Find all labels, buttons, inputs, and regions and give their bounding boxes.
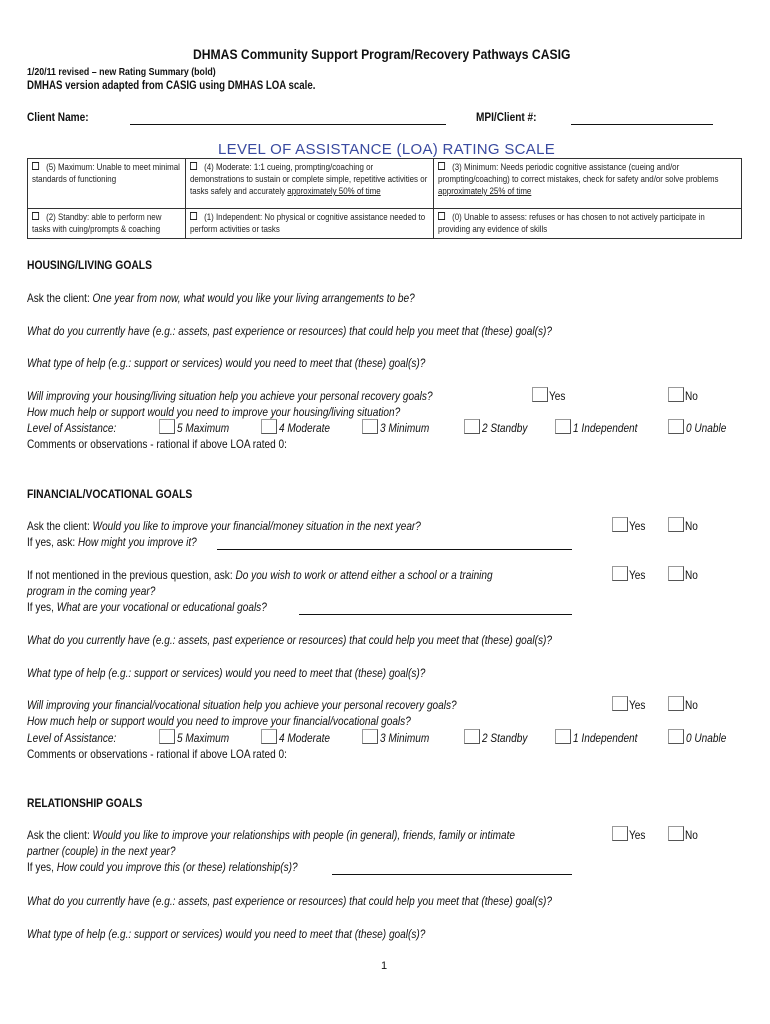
checkbox-icon (190, 212, 197, 220)
housing-have-q: What do you currently have (e.g.: assets, past experience or resources) that could help you meet that (these) goal(s)? (27, 324, 552, 338)
opt1-label: 1 Independent (573, 421, 638, 435)
opt0-label: 0 Unable (686, 731, 727, 745)
loa-cell-maximum: (5) Maximum: Unable to meet minimal standards of functioning (28, 159, 186, 209)
loa-cell-minimum: (3) Minimum: Needs periodic cognitive assistance (cueing and/or prompting/coaching) to correct mistakes, check for safety and/or solve problems approximately 25% of time (434, 159, 742, 209)
opt5-label: 5 Maximum (177, 731, 230, 745)
version-note: DMHAS version adapted from CASIG using DMHAS LOA scale. (27, 80, 316, 92)
client-name-field[interactable] (130, 112, 446, 125)
relationship-yes-checkbox[interactable] (612, 826, 628, 841)
financial-q2-no-checkbox[interactable] (668, 566, 684, 581)
relationship-heading: RELATIONSHIP GOALS (27, 796, 143, 810)
loa-label: Level of Assistance: (27, 731, 117, 745)
relationship-q1c: If yes, How could you improve this (or these) relationship(s)? (27, 860, 298, 874)
financial-much-q: How much help or support would you need to improve your financial/vocational goals? (27, 714, 411, 728)
financial-improve-field[interactable] (217, 537, 572, 550)
housing-help-q: What type of help (e.g.: support or services) would you need to meet that (these) goal(s)? (27, 356, 426, 370)
loa-title: LEVEL OF ASSISTANCE (LOA) RATING SCALE (218, 141, 556, 158)
loa-cell-unable: (0) Unable to assess: refuses or has chosen to not actively participate in providing any evidence of skills (434, 209, 742, 239)
financial-q2: If not mentioned in the previous question, ask: Do you wish to work or attend either a school or a training (27, 568, 493, 582)
financial-help-q: What type of help (e.g.: support or services) would you need to meet that (these) goal(s)? (27, 666, 426, 680)
financial-q1-no-checkbox[interactable] (668, 517, 684, 532)
relationship-q1b: partner (couple) in the next year? (27, 844, 176, 858)
loa-cell-moderate: (4) Moderate: 1:1 cueing, prompting/coaching or demonstrations to sustain or complete simple, repetitive activities or tasks safely and accurately approximately 50% of time (186, 159, 434, 209)
financial-comments: Comments or observations - rational if above LOA rated 0: (27, 747, 287, 761)
opt4-label: 4 Moderate (279, 731, 330, 745)
opt4-label: 4 Moderate (279, 421, 330, 435)
housing-loa-0-checkbox[interactable] (668, 419, 684, 434)
opt3-label: 3 Minimum (380, 731, 430, 745)
relationship-q1: Ask the client: Would you like to improve your relationships with people (in general), friends, family or intimate (27, 828, 516, 842)
housing-loa-2-checkbox[interactable] (464, 419, 480, 434)
financial-loa-4-checkbox[interactable] (261, 729, 277, 744)
yes-label: Yes (629, 568, 646, 582)
yes-label: Yes (629, 828, 646, 842)
opt2-label: 2 Standby (482, 421, 528, 435)
financial-no-checkbox[interactable] (668, 696, 684, 711)
financial-yes-checkbox[interactable] (612, 696, 628, 711)
opt2-label: 2 Standby (482, 731, 528, 745)
housing-loa-5-checkbox[interactable] (159, 419, 175, 434)
opt1-label: 1 Independent (573, 731, 638, 745)
mpi-label: MPI/Client #: (476, 110, 537, 124)
financial-loa-1-checkbox[interactable] (555, 729, 571, 744)
loa-cell-standby: (2) Standby: able to perform new tasks with cuing/prompts & coaching (28, 209, 186, 239)
no-label: No (685, 828, 698, 842)
housing-improve-q: Will improving your housing/living situation help you achieve your personal recovery goals? (27, 389, 433, 403)
housing-comments: Comments or observations - rational if above LOA rated 0: (27, 437, 287, 451)
no-label: No (685, 389, 698, 403)
relationship-have-q: What do you currently have (e.g.: assets, past experience or resources) that could help you meet that (these) goal(s)? (27, 894, 552, 908)
financial-loa-3-checkbox[interactable] (362, 729, 378, 744)
financial-loa-2-checkbox[interactable] (464, 729, 480, 744)
relationship-no-checkbox[interactable] (668, 826, 684, 841)
housing-yes-checkbox[interactable] (532, 387, 548, 402)
financial-loa-0-checkbox[interactable] (668, 729, 684, 744)
housing-loa-3-checkbox[interactable] (362, 419, 378, 434)
financial-heading: FINANCIAL/VOCATIONAL GOALS (27, 487, 193, 501)
opt5-label: 5 Maximum (177, 421, 230, 435)
opt3-label: 3 Minimum (380, 421, 430, 435)
financial-q2b: program in the coming year? (27, 584, 156, 598)
housing-loa-1-checkbox[interactable] (555, 419, 571, 434)
financial-have-q: What do you currently have (e.g.: assets, past experience or resources) that could help you meet that (these) goal(s)? (27, 633, 552, 647)
yes-label: Yes (629, 519, 646, 533)
loa-scale-table (27, 158, 742, 239)
housing-heading: HOUSING/LIVING GOALS (27, 258, 152, 272)
client-name-label: Client Name: (27, 110, 89, 124)
financial-q2-yes-checkbox[interactable] (612, 566, 628, 581)
housing-no-checkbox[interactable] (668, 387, 684, 402)
housing-much-q: How much help or support would you need to improve your housing/living situation? (27, 405, 401, 419)
relationship-help-q: What type of help (e.g.: support or services) would you need to meet that (these) goal(s)? (27, 927, 426, 941)
loa-cell-independent: (1) Independent: No physical or cognitive assistance needed to perform activities or tasks (186, 209, 434, 239)
relationship-improve-field[interactable] (332, 862, 572, 875)
financial-q2c: If yes, What are your vocational or educational goals? (27, 600, 267, 614)
no-label: No (685, 698, 698, 712)
financial-q1: Ask the client: Would you like to improve your financial/money situation in the next year? (27, 519, 421, 533)
yes-label: Yes (549, 389, 566, 403)
yes-label: Yes (629, 698, 646, 712)
checkbox-icon (32, 212, 39, 220)
loa-label: Level of Assistance: (27, 421, 117, 435)
financial-goals-field[interactable] (299, 602, 572, 615)
checkbox-icon (32, 162, 39, 170)
form-title: DHMAS Community Support Program/Recovery Pathways CASIG (193, 47, 571, 62)
revision-note: 1/20/11 revised – new Rating Summary (bold) (27, 66, 216, 78)
housing-q1: Ask the client: One year from now, what would you like your living arrangements to be? (27, 291, 415, 305)
financial-q1-yes-checkbox[interactable] (612, 517, 628, 532)
financial-q1b: If yes, ask: How might you improve it? (27, 535, 197, 549)
financial-loa-5-checkbox[interactable] (159, 729, 175, 744)
checkbox-icon (438, 212, 445, 220)
checkbox-icon (190, 162, 197, 170)
financial-improve-q: Will improving your financial/vocational situation help you achieve your personal recovery goals? (27, 698, 457, 712)
mpi-field[interactable] (571, 112, 713, 125)
page-number: 1 (381, 960, 388, 972)
no-label: No (685, 519, 698, 533)
no-label: No (685, 568, 698, 582)
housing-loa-4-checkbox[interactable] (261, 419, 277, 434)
checkbox-icon (438, 162, 445, 170)
opt0-label: 0 Unable (686, 421, 727, 435)
